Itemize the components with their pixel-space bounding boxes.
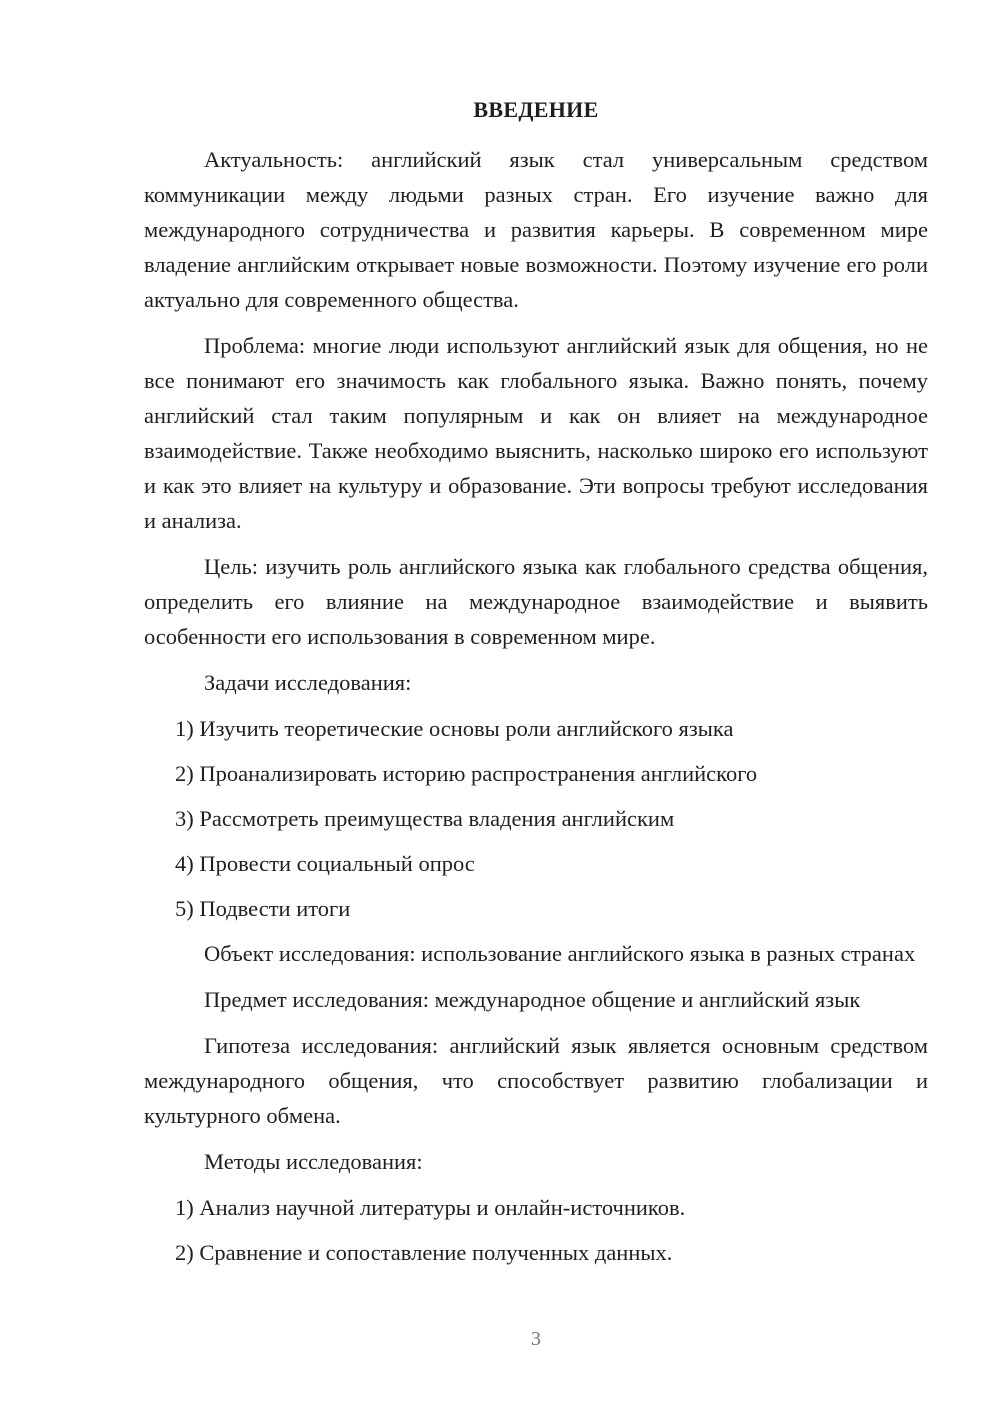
task-item: 2) Проанализировать историю распространения английского xyxy=(175,761,758,786)
object-paragraph: Объект исследования: использование английского языка в разных странах xyxy=(204,941,916,966)
tasks-heading: Задачи исследования: xyxy=(204,670,412,695)
task-item: 1) Изучить теоретические основы роли английского языка xyxy=(175,716,734,741)
method-item: 2) Сравнение и сопоставление полученных данных. xyxy=(175,1240,673,1265)
hypothesis-paragraph: Гипотеза исследования: английский язык является основным средством международного общения, что способствует развитию глобализации и культурного обмена. xyxy=(144,1033,928,1128)
task-item: 4) Провести социальный опрос xyxy=(175,851,475,876)
subject-paragraph: Предмет исследования: международное общение и английский язык xyxy=(204,987,861,1012)
goal-paragraph: Цель: изучить роль английского языка как глобального средства общения, определить его влияние на международное взаимодействие и выявить особенности его использования в современном мире. xyxy=(144,554,928,649)
methods-heading: Методы исследования: xyxy=(204,1149,423,1174)
method-item: 1) Анализ научной литературы и онлайн-источников. xyxy=(175,1195,686,1220)
page-title: ВВЕДЕНИЕ xyxy=(473,97,599,122)
page-number: 3 xyxy=(531,1328,541,1350)
task-item: 5) Подвести итоги xyxy=(175,896,351,921)
relevance-paragraph: Актуальность: английский язык стал универсальным средством коммуникации между людьми разных стран. Его изучение важно для международного сотрудничества и развития карьеры. В современном мире владение английским открывает новые возможности. Поэтому изучение его роли актуально для современного общества. xyxy=(144,147,928,312)
methods-list xyxy=(144,1190,928,1270)
tasks-list xyxy=(144,711,928,926)
document-body xyxy=(144,142,928,1280)
problem-paragraph: Проблема: многие люди используют английский язык для общения, но не все понимают его значимость как глобального языка. Важно понять, почему английский стал таким популярным и как он влияет на международное взаимодействие. Также необходимо выяснить, насколько широко его используют и как это влияет на культуру и образование. Эти вопросы требуют исследования и анализа. xyxy=(144,333,928,533)
task-item: 3) Рассмотреть преимущества владения английским xyxy=(175,806,675,831)
